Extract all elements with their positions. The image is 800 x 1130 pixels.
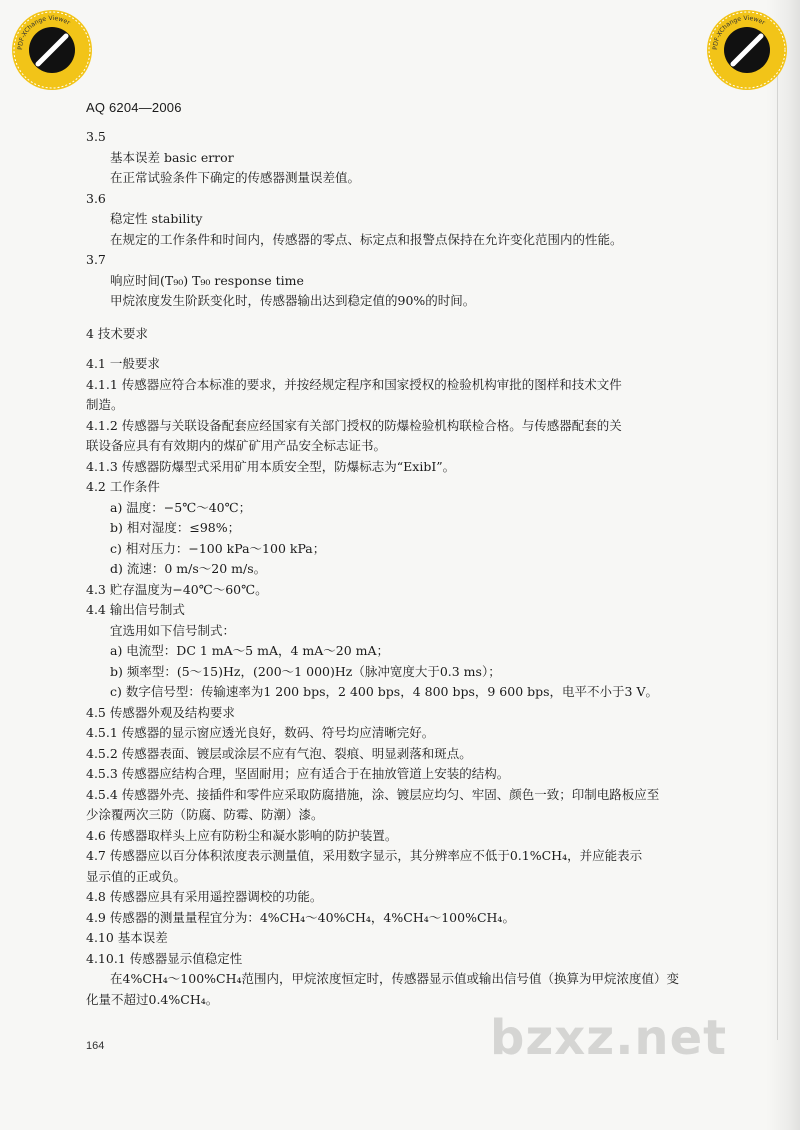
page-number: 164 [86,1040,105,1052]
term-definition: 在规定的工作条件和时间内，传感器的零点、标定点和报警点保持在允许变化范围内的性能。 [110,231,623,247]
list-item: d) 流速：0 m/s～20 m/s。 [110,561,267,576]
clause-text: 在4%CH₄～100%CH₄范围内，甲烷浓度恒定时，传感器显示值或输出信号值（换算为甲烷浓度值）变化量不超过0.4%CH₄。 [86,971,680,1007]
page-edge-line [777,60,778,1040]
document-body [86,127,686,1010]
term-heading: 稳定性 stability [110,211,203,226]
clause-heading: 4.4 输出信号制式 [86,602,185,617]
page-edge-shadow [766,0,800,1130]
pdf-xchange-badge-icon [705,8,789,92]
site-watermark: bzxz.net [490,1010,728,1066]
clause-text: 4.5.2 传感器表面、镀层或涂层不应有气泡、裂痕、明显剥落和斑点。 [86,745,472,761]
clause-heading: 4.5 传感器外观及结构要求 [86,704,235,720]
clause-heading: 4.1 一般要求 [86,356,160,371]
clause-text: 4.7 传感器应以百分体积浓度表示测量值，采用数字显示，其分辨率应不低于0.1%CH₄，并应能表示 [86,848,643,863]
clause-heading: 4.10 基本误差 [86,930,168,945]
section-number: 3.5 [86,129,106,144]
clause-text: 4.6 传感器取样头上应有防粉尘和凝水影响的防护装置。 [86,827,398,843]
clause-text-cont: 制造。 [86,397,124,412]
list-item: c) 数字信号型：传输速率为1 200 bps，2 400 bps，4 800 bps，9 600 bps，电平不小于3 V。 [110,684,659,699]
list-item: a) 温度：−5℃～40℃； [110,499,252,515]
term-definition: 在正常试验条件下确定的传感器测量误差值。 [110,170,361,185]
clause-heading: 4.2 工作条件 [86,479,160,494]
list-item: c) 相对压力：−100 kPa～100 kPa； [110,540,326,556]
term-definition: 甲烷浓度发生阶跃变化时，传感器输出达到稳定值的90%的时间。 [110,293,476,308]
clause-text: 宜选用如下信号制式： [110,622,236,638]
clause-text: 4.8 传感器应具有采用遥控器调校的功能。 [86,889,323,904]
list-item: a) 电流型：DC 1 mA～5 mA，4 mA～20 mA； [110,643,390,658]
clause-text: 4.1.3 传感器防爆型式采用矿用本质安全型，防爆标志为“ExibI”。 [86,458,456,474]
svg-text:PDF-XChange Viewer: PDF-XChange Viewer [711,14,767,51]
document-code: AQ 6204—2006 [86,100,182,115]
clause-text: 4.5.1 传感器的显示窗应透光良好，数码、符号均应清晰完好。 [86,725,435,740]
clause-text-cont: 显示值的正或负。 [86,868,187,884]
pdf-xchange-badge-icon [10,8,94,92]
clause-text: 4.3 贮存温度为−40℃～60℃。 [86,581,268,597]
term-heading: 基本误差 basic error [110,149,234,165]
section-number: 3.6 [86,190,106,206]
clause-text: 4.5.3 传感器应结构合理，坚固耐用；应有适合于在抽放管道上安装的结构。 [86,766,510,781]
clause-text-cont: 少涂覆两次三防（防腐、防霉、防潮）漆。 [86,807,324,822]
chapter-heading: 4 技术要求 [86,325,148,341]
svg-text:PDF-XChange Viewer: PDF-XChange Viewer [16,14,72,51]
clause-text: 4.1.1 传感器应符合本标准的要求，并按经规定程序和国家授权的检验机构审批的图样和技术文件 [86,376,622,392]
list-item: b) 频率型：(5～15)Hz，(200～1 000)Hz（脉冲宽度大于0.3 ms）； [110,663,501,679]
term-heading: 响应时间(T₉₀) T₉₀ response time [110,272,304,288]
clause-text: 4.5.4 传感器外壳、接插件和零件应采取防腐措施，涂、镀层应均匀、牢固、颜色一致；印制电路板应至 [86,786,660,802]
list-item: b) 相对湿度：≤98%； [110,520,241,535]
section-number: 3.7 [86,252,106,267]
clause-text: 4.1.2 传感器与关联设备配套应经国家有关部门授权的防爆检验机构联检合格。与传感器配套的关 [86,417,622,433]
pdf-xchange-badge-right[interactable] [705,8,789,92]
pdf-xchange-badge-left[interactable] [10,8,94,92]
clause-heading: 4.10.1 传感器显示值稳定性 [86,950,243,966]
clause-text: 4.9 传感器的测量量程宜分为：4%CH₄～40%CH₄，4%CH₄～100%CH₄。 [86,909,515,925]
clause-text-cont: 联设备应具有有效期内的煤矿矿用产品安全标志证书。 [86,438,387,453]
